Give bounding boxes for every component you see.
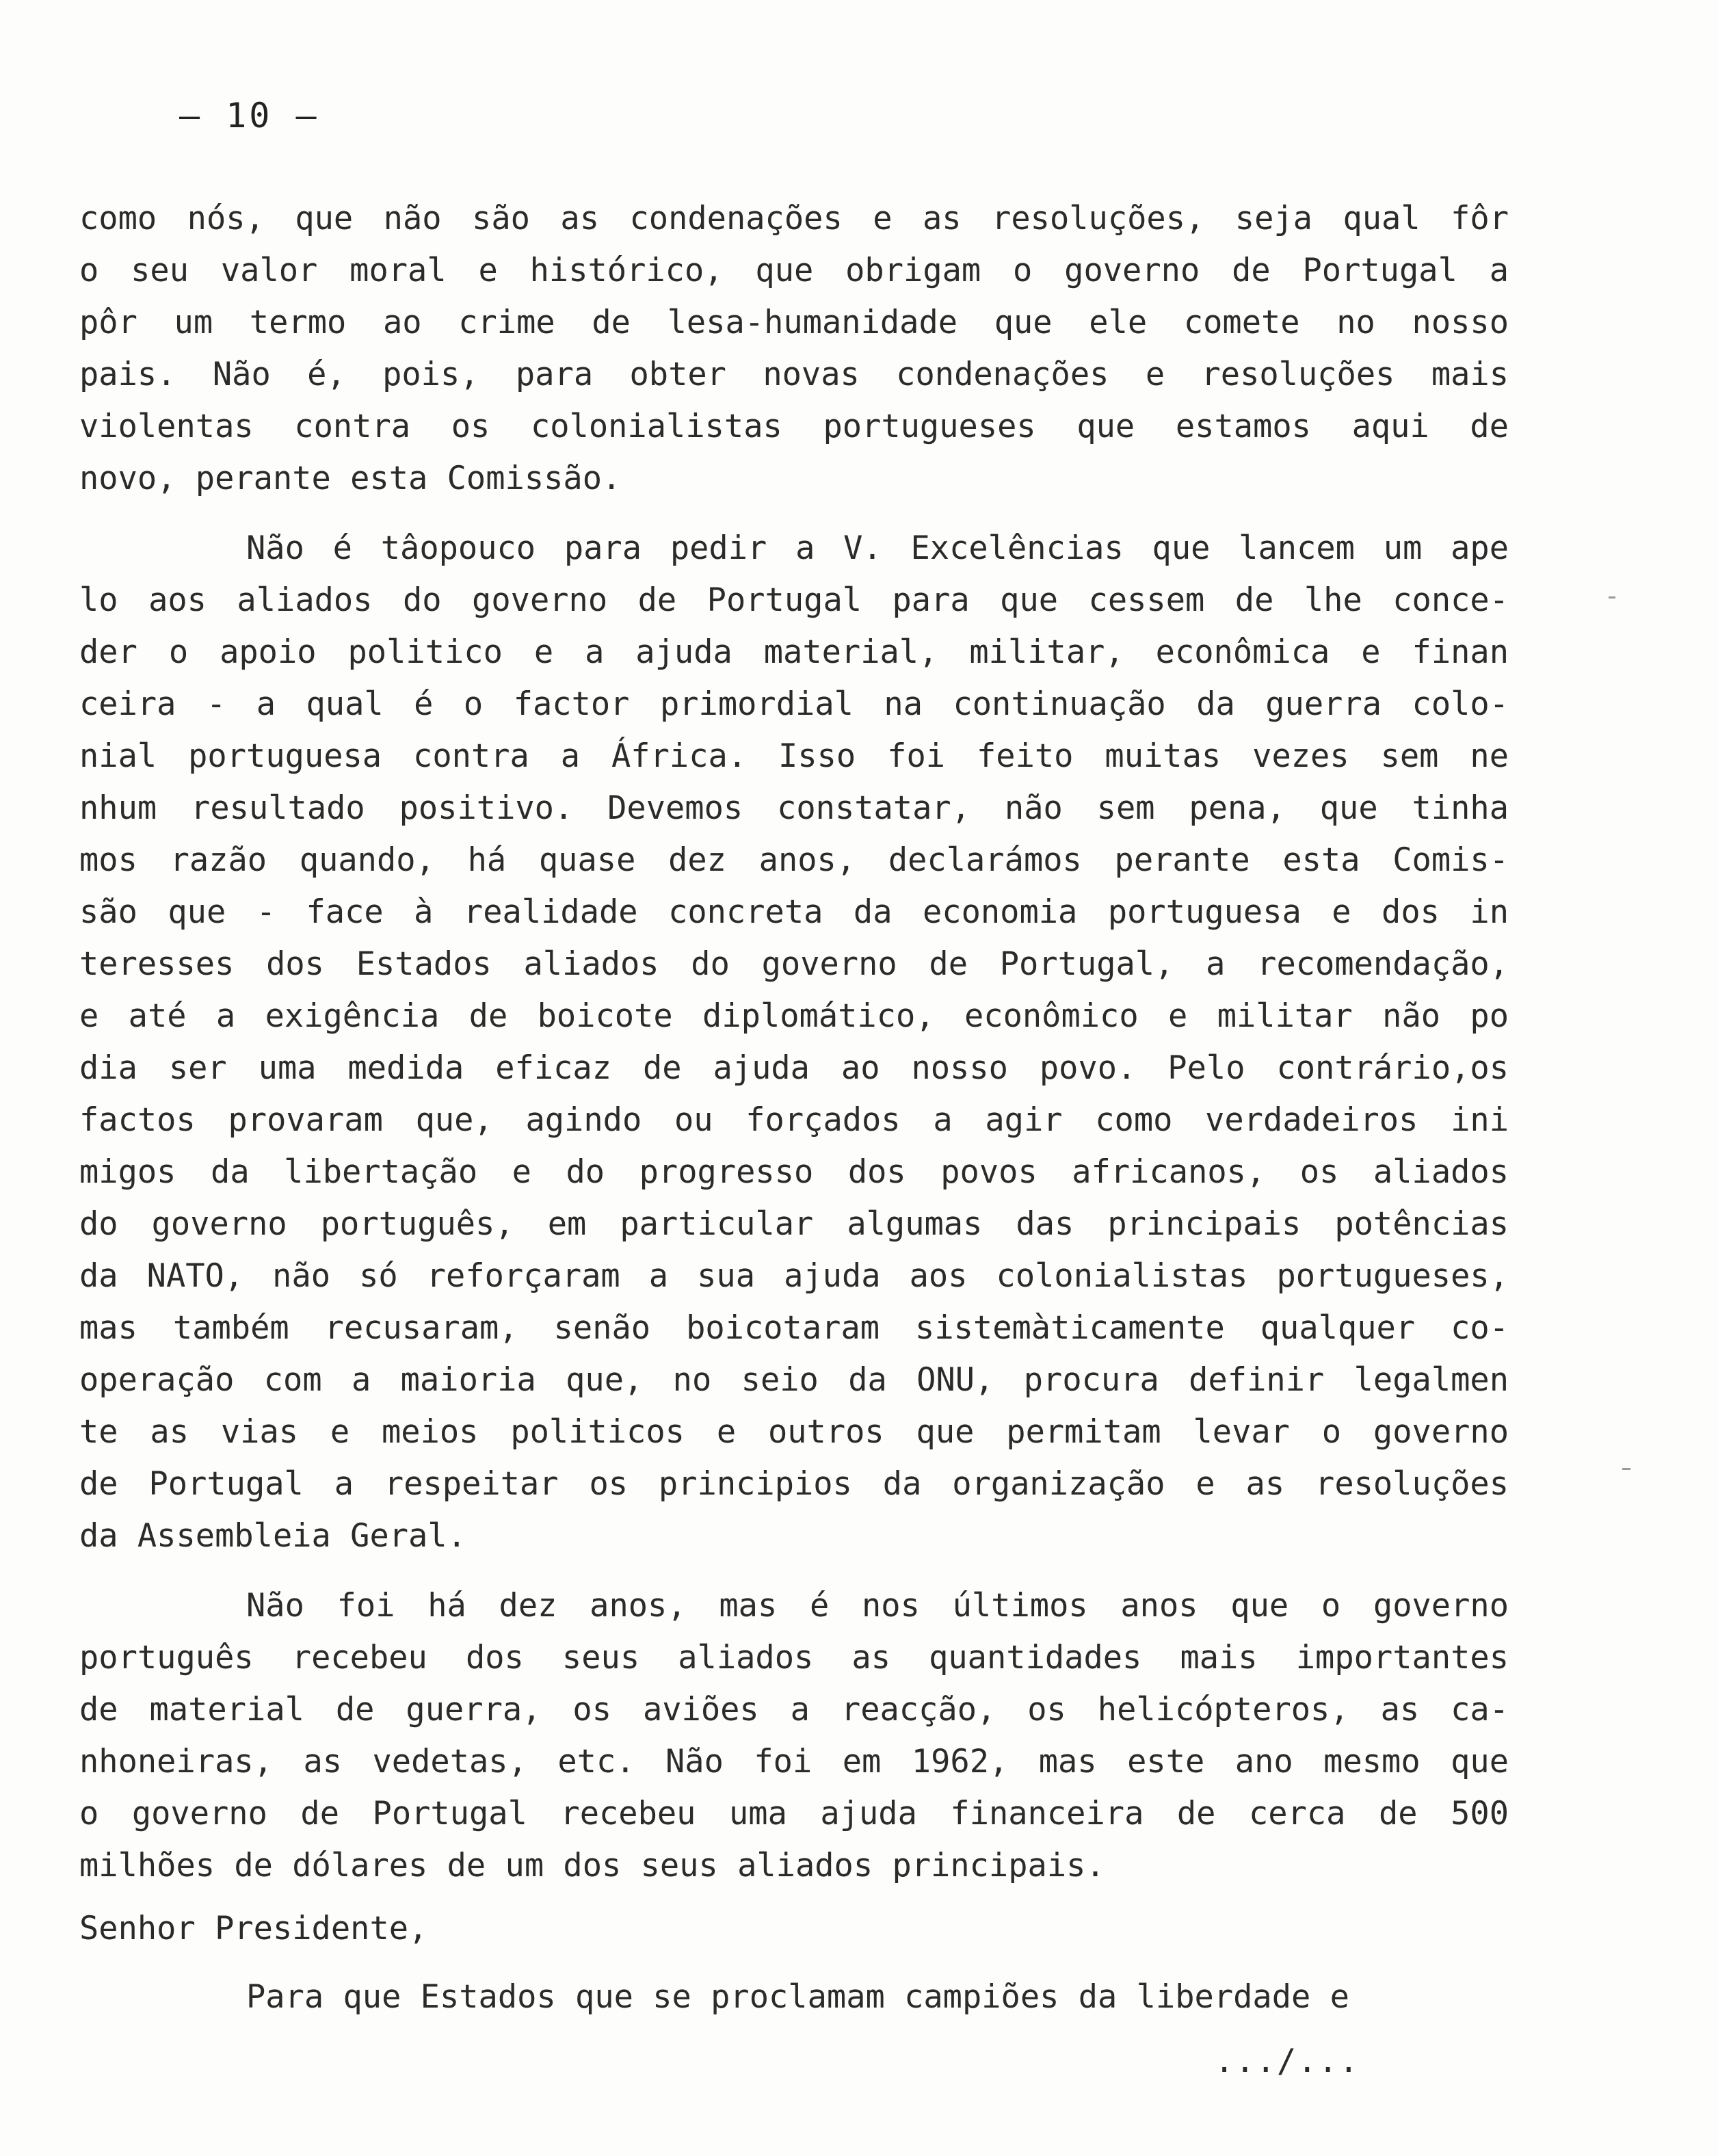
- text-line: ceira - a qual é o factor primordial na continuação da guerra colo-: [79, 685, 1509, 723]
- text-line: o seu valor moral e histórico, que obrigam o governo de Portugal a: [79, 252, 1509, 289]
- text-line: como nós, que não são as condenações e as resoluções, seja qual fôr: [79, 200, 1509, 237]
- text-line: e até a exigência de boicote diplomático, econômico e militar não po: [79, 997, 1509, 1035]
- text-line: de Portugal a respeitar os principios da organização e as resoluções: [79, 1465, 1509, 1503]
- text-line: novo, perante esta Comissão.: [79, 460, 622, 497]
- text-line: teresses dos Estados aliados do governo de Portugal, a recomendação,: [79, 945, 1509, 983]
- text-line: português recebeu dos seus aliados as quantidades mais importantes: [79, 1639, 1509, 1677]
- text-line: Não foi há dez anos, mas é nos últimos anos que o governo: [246, 1587, 1509, 1625]
- text-line: da NATO, não só reforçaram a sua ajuda aos colonialistas portugueses,: [79, 1257, 1509, 1295]
- text-line: são que - face à realidade concreta da economia portuguesa e dos in: [79, 893, 1509, 931]
- text-line: nhum resultado positivo. Devemos constatar, não sem pena, que tinha: [79, 789, 1509, 827]
- text-line: o governo de Portugal recebeu uma ajuda financeira de cerca de 500: [79, 1795, 1509, 1832]
- continuation-mark: .../...: [1215, 2042, 1360, 2080]
- text-line: mos razão quando, há quase dez anos, declarámos perante esta Comis-: [79, 841, 1509, 879]
- text-line: pais. Não é, pois, para obter novas condenações e resoluções mais: [79, 356, 1509, 393]
- scan-mark: [1622, 1468, 1630, 1470]
- text-line: migos da libertação e do progresso dos povos africanos, os aliados: [79, 1153, 1509, 1191]
- salutation: Senhor Presidente,: [79, 1910, 428, 1947]
- text-line: nhoneiras, as vedetas, etc. Não foi em 1962, mas este ano mesmo que: [79, 1743, 1509, 1780]
- final-line: Para que Estados que se proclamam campiões da liberdade e: [246, 1978, 1349, 2016]
- text-line: pôr um termo ao crime de lesa-humanidade que ele comete no nosso: [79, 304, 1509, 341]
- text-line: de material de guerra, os aviões a reacção, os helicópteros, as ca-: [79, 1691, 1509, 1728]
- text-line: do governo português, em particular algumas das principais potências: [79, 1205, 1509, 1243]
- text-line: factos provaram que, agindo ou forçados a agir como verdadeiros ini: [79, 1101, 1509, 1139]
- page-number: – 10 –: [179, 96, 319, 135]
- text-line: milhões de dólares de um dos seus aliados principais.: [79, 1847, 1105, 1884]
- text-line: mas também recusaram, senão boicotaram sistemàticamente qualquer co-: [79, 1309, 1509, 1347]
- scan-mark: [1609, 596, 1615, 599]
- text-line: nial portuguesa contra a África. Isso foi feito muitas vezes sem ne: [79, 737, 1509, 775]
- text-line: te as vias e meios politicos e outros que permitam levar o governo: [79, 1413, 1509, 1451]
- text-line: lo aos aliados do governo de Portugal para que cessem de lhe conce-: [79, 581, 1509, 619]
- text-line: operação com a maioria que, no seio da ONU, procura definir legalmen: [79, 1361, 1509, 1399]
- text-line: violentas contra os colonialistas portugueses que estamos aqui de: [79, 408, 1509, 445]
- text-line: da Assembleia Geral.: [79, 1517, 466, 1555]
- text-line: der o apoio politico e a ajuda material, militar, econômica e finan: [79, 633, 1509, 671]
- text-line: Não é tâopouco para pedir a V. Excelências que lancem um ape: [246, 529, 1509, 567]
- text-line: dia ser uma medida eficaz de ajuda ao nosso povo. Pelo contrário,os: [79, 1049, 1509, 1087]
